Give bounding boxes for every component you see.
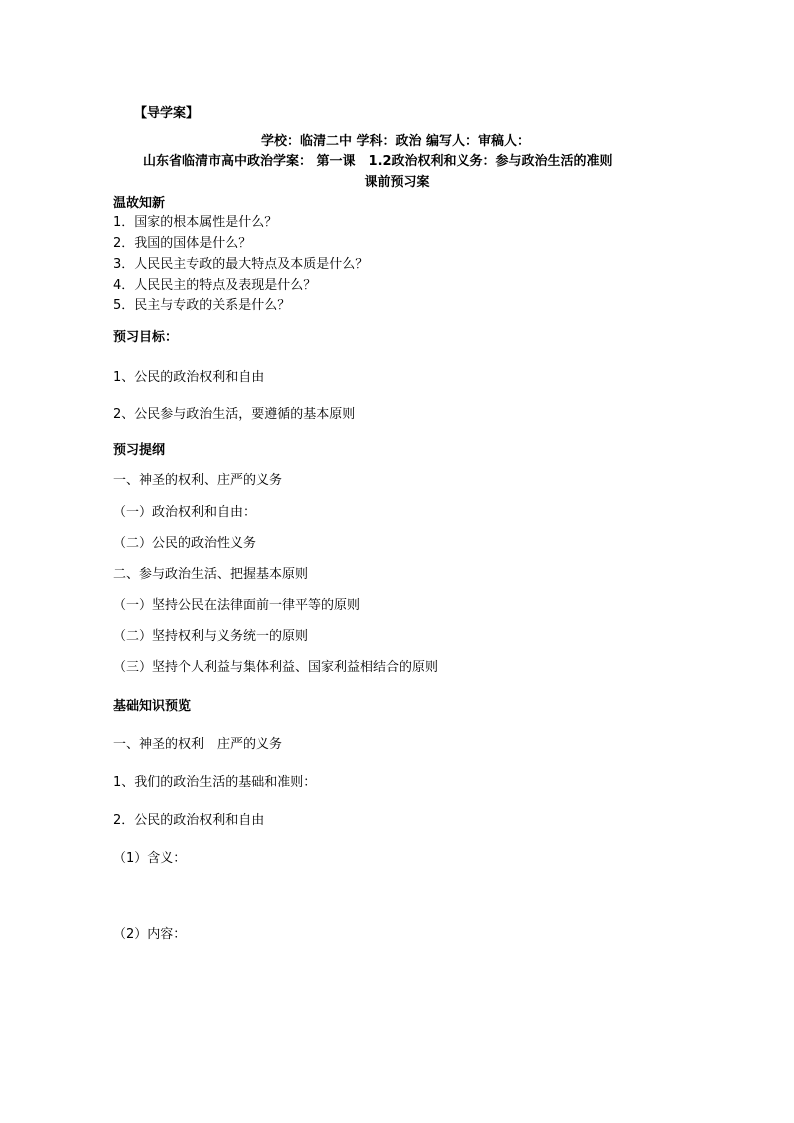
outline-item: （二）公民的政治性义务: [113, 536, 257, 551]
review-item: 2．我国的国体是什么？: [113, 236, 252, 251]
basics-item: （2）内容：: [113, 927, 187, 942]
basics-item: 一、神圣的权利 庄严的义务: [113, 737, 283, 752]
goals-heading: 预习目标：: [113, 330, 179, 345]
review-item: 5．民主与专政的关系是什么？: [113, 298, 291, 313]
review-item: 3．人民民主专政的最大特点及本质是什么？: [113, 257, 369, 272]
basics-heading: 基础知识预览: [113, 699, 192, 714]
document-title: 山东省临清市高中政治学案： 第一课 1.2政治权利和义务：参与政治生活的准则: [143, 154, 613, 169]
outline-item: 二、参与政治生活、把握基本原则: [113, 567, 309, 582]
basics-item: 1、我们的政治生活的基础和准则：: [113, 775, 317, 790]
basics-item: 2．公民的政治权利和自由: [113, 813, 265, 828]
document-subtitle: 课前预习案: [364, 175, 430, 190]
goal-item: 2、公民参与政治生活，要遵循的基本原则: [113, 407, 356, 422]
outline-item: （二）坚持权利与义务统一的原则: [113, 629, 309, 644]
basics-item: （1）含义：: [113, 851, 187, 866]
outline-heading: 预习提纲: [113, 443, 166, 458]
outline-item: 一、神圣的权利、庄严的义务: [113, 473, 283, 488]
review-heading: 温故知新: [113, 196, 166, 211]
review-item: 4．人民民主的特点及表现是什么？: [113, 278, 317, 293]
outline-item: （三）坚持个人利益与集体利益、国家利益相结合的原则: [113, 660, 439, 675]
school-meta: 学校：临清二中 学科：政治 编写人：审稿人：: [261, 134, 531, 149]
outline-item: （一）政治权利和自由：: [113, 505, 257, 520]
guide-label: 【导学案】: [134, 106, 200, 121]
goal-item: 1、公民的政治权利和自由: [113, 370, 265, 385]
review-item: 1．国家的根本属性是什么？: [113, 215, 278, 230]
outline-item: （一）坚持公民在法律面前一律平等的原则: [113, 598, 361, 613]
